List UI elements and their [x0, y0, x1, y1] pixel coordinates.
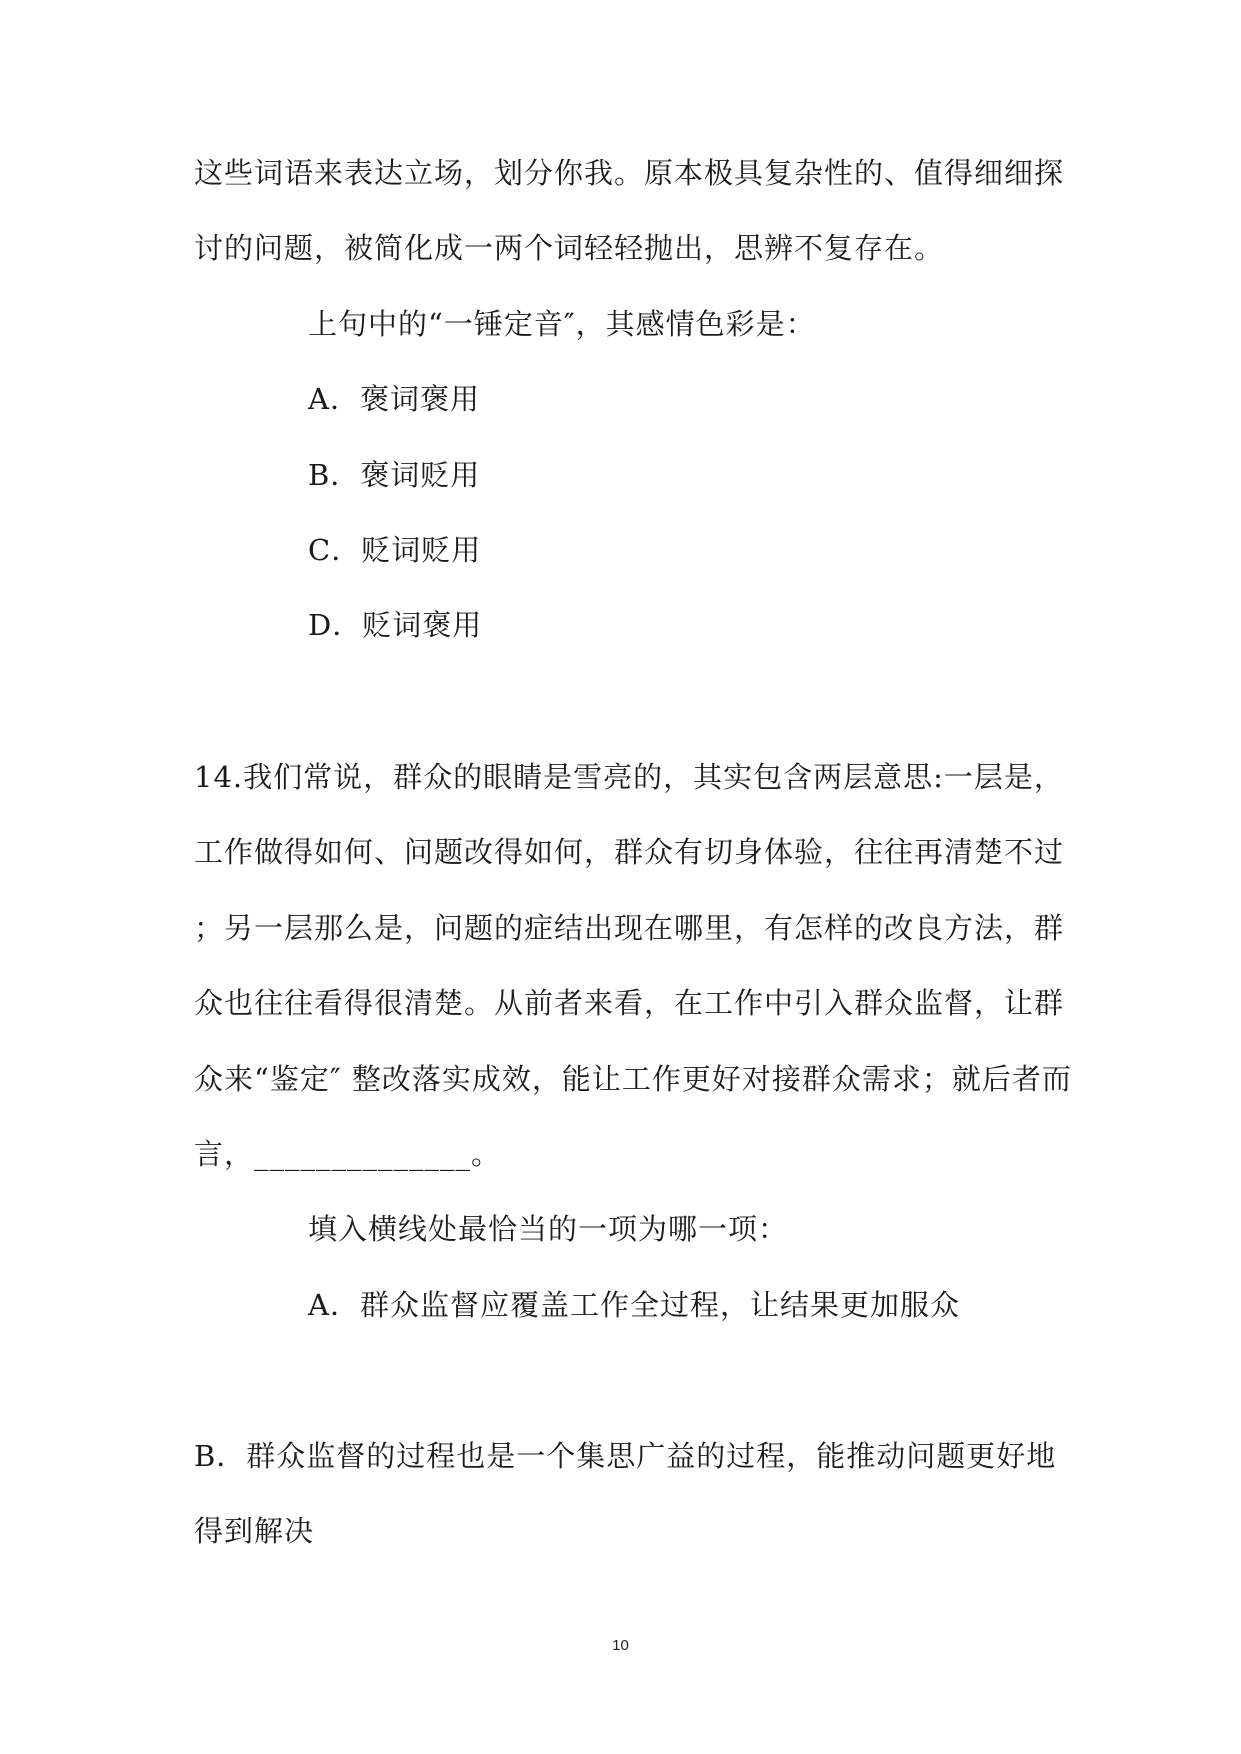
question-14-stem-line-5: 众来“鉴定″ 整改落实成效，能让工作更好对接群众需求；就后者而 [194, 1062, 1072, 1096]
question-13-prompt: 上句中的“一锤定音″，其感情色彩是： [308, 307, 816, 341]
question-14-stem-line-2: 工作做得如何、问题改得如何，群众有切身体验，往往再清楚不过 [194, 835, 1065, 869]
question-14-stem-line-3: ；另一层那么是，问题的症结出现在哪里，有怎样的改良方法，群 [194, 911, 1065, 945]
passage-line-1: 这些词语来表达立场，划分你我。原本极具复杂性的、值得细细探 [194, 156, 1065, 190]
page-number: 10 [612, 1637, 629, 1654]
question-13-option-b: B．褒词贬用 [308, 458, 481, 492]
question-14-stem-line-6: 言，______________。 [194, 1137, 502, 1171]
passage-line-2: 讨的问题，被简化成一两个词轻轻抛出，思辨不复存在。 [194, 231, 945, 265]
question-14-option-a: A．群众监督应覆盖工作全过程，让结果更加服众 [308, 1288, 960, 1322]
question-14-option-b-line-1: B．群众监督的过程也是一个集思广益的过程，能推动问题更好地 [194, 1439, 1057, 1473]
question-14-prompt: 填入横线处最恰当的一项为哪一项： [308, 1212, 789, 1246]
question-14-stem-line-4: 众也往往看得很清楚。从前者来看，在工作中引入群众监督，让群 [194, 986, 1065, 1020]
question-13-option-c: C．贬词贬用 [308, 533, 482, 567]
question-13-option-d: D．贬词褒用 [308, 608, 483, 642]
question-14-stem-line-1: 14.我们常说，群众的眼睛是雪亮的，其实包含两层意思:一层是， [194, 760, 1064, 794]
question-13-option-a: A．褒词褒用 [308, 382, 480, 416]
question-14-option-b-line-2: 得到解决 [194, 1514, 315, 1548]
